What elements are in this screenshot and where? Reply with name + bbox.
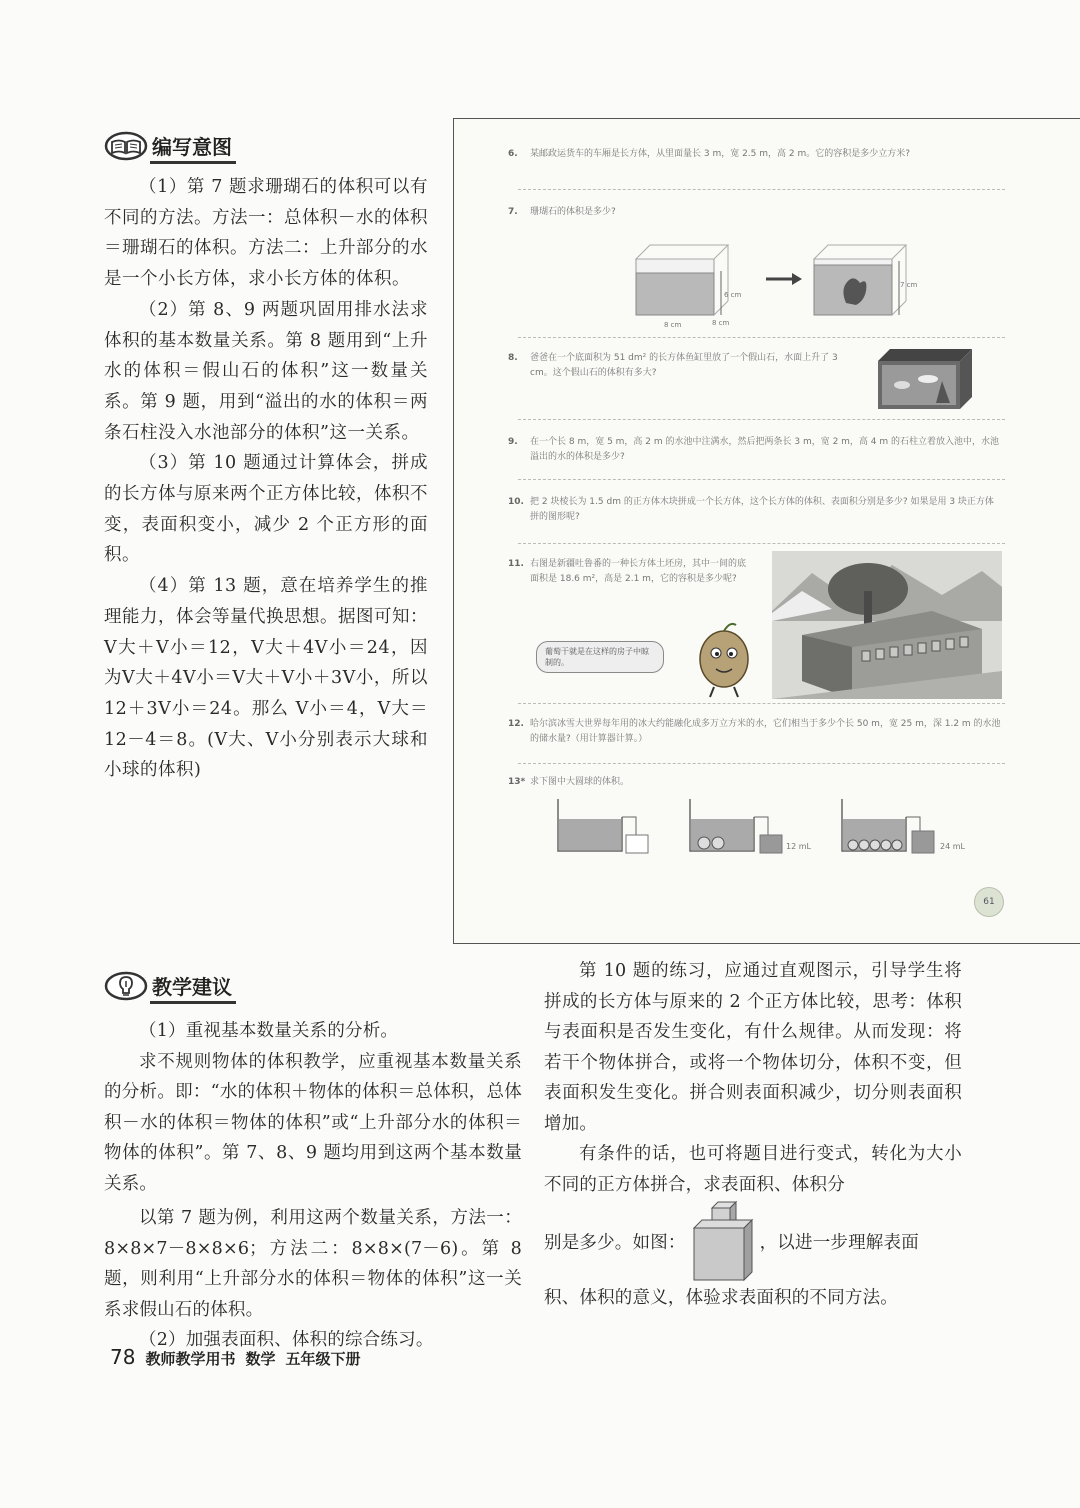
exercise-10: 10. 把 2 块棱长为 1.5 dm 的正方体木块拼成一个长方体，这个长方体的体积、表面积分别是多少? 如果是用 3 块正方体拼的图形呢? <box>508 497 994 522</box>
exercise-12: 12. 哈尔滨冰雪大世界每年用的冰大约能融化成多万立方米的水，它们相当于多少个长 50 m，宽 25 m，深 1.2 m 的水池的储水量?（用计算器计算。） <box>508 719 1001 744</box>
dim-label-7cm: 7 cm <box>900 281 918 289</box>
intent-title: 编写意图 <box>150 129 236 164</box>
page-footer <box>110 1345 361 1369</box>
dim-label-6cm: 6 cm <box>724 291 742 299</box>
intent-heading <box>104 128 236 164</box>
exercise-6: 6. 某邮政运货车的车厢是长方体，从里面量长 3 m，宽 2.5 m，高 2 m。它的容积是多少立方米? <box>508 149 911 159</box>
footer-subject: 数学 <box>245 1350 276 1368</box>
overflow-label-24ml: 24 mL <box>940 842 965 851</box>
divider <box>518 419 1005 420</box>
suggestion-left-column <box>104 1016 522 1356</box>
intent-paragraph-3: （3）第 10 题通过计算体会，拼成的长方体与原来两个正方体比较，体积不变，表面积变小，减少 2 个正方形的面积。 <box>104 453 428 566</box>
cube-figure-line <box>544 1198 919 1284</box>
stacked-cubes-figure <box>690 1198 756 1284</box>
intent-paragraph-2: （2）第 8、9 两题巩固用排水法求体积的基本数量关系。第 8 题用到“上升水的体积＝假山石的体积”这一数量关系。第 9 题，用到“溢出的水的体积＝两条石柱没入水池部分的体积”这一关系。 <box>104 299 428 443</box>
exercise-13: 13* 求下图中大圆球的体积。 <box>508 777 630 787</box>
suggestion-left-paragraph-1: （1）重视基本数量关系的分析。 <box>139 1021 399 1041</box>
width-label-left: 8 cm <box>664 321 682 329</box>
adobe-house-illustration <box>772 551 1002 699</box>
suggestion-right-paragraph-1: 第 10 题的练习，应通过直观图示，引导学生将拼成的长方体与原来的 2 个正方体比较，思考：体积与表面积是否发生变化，有什么规律。从而发现：将若干个物体拼合，或将一个物体切分，体积不变，但表面积发生变化。拼合则表面积减少，切分则表面积增加。 <box>544 961 962 1134</box>
suggestion-title: 教学建议 <box>150 969 236 1004</box>
footer-grade: 五年级下册 <box>285 1350 361 1368</box>
figure-line-text-before: 别是多少。如图： <box>544 1232 686 1253</box>
exercise-9: 9. 在一个长 8 m，宽 5 m，高 2 m 的水池中注满水，然后把两条长 3 m，宽 2 m，高 4 m 的石柱立着放入池中，水池溢出的水的体积是多少? <box>508 437 1000 462</box>
cartoon-potato-character <box>686 615 762 699</box>
fish-tank-illustration <box>872 345 976 417</box>
overflow-containers-figure <box>550 795 1000 865</box>
suggestion-last-line: 积、体积的意义，体验求表面积的不同方法。 <box>544 1288 898 1308</box>
suggestion-left-paragraph-4: （2）加强表面积、体积的综合练习。 <box>139 1330 434 1350</box>
divider <box>518 479 1005 480</box>
lightbulb-icon <box>104 971 148 1001</box>
intent-body <box>104 172 428 786</box>
intent-paragraph-1: （1）第 7 题求珊瑚石的体积可以有不同的方法。方法一：总体积－水的体积＝珊瑚石的体积。方法二：上升部分的水是一个小长方体，求小长方体的体积。 <box>104 177 428 290</box>
overflow-label-12ml: 12 mL <box>786 842 811 851</box>
divider <box>518 763 1005 764</box>
divider <box>518 189 1005 190</box>
suggestion-right-column <box>544 956 962 1200</box>
footer-book-title: 教师教学用书 <box>145 1350 236 1368</box>
footer-page-number: 78 <box>110 1345 136 1369</box>
textbook-page-excerpt <box>453 118 1080 944</box>
coral-stone-tank-figure <box>624 231 924 331</box>
speech-bubble: 葡萄干就是在这样的房子中晾制的。 <box>536 641 664 673</box>
suggestion-left-paragraph-2: 求不规则物体的体积教学，应重视基本数量关系的分析。即：“水的体积＋物体的体积＝总体积，总体积－水的体积＝物体的体积”或“上升部分水的体积＝物体的体积”。第 7、8、9 题均用到这两个基本数量关系。 <box>104 1051 522 1194</box>
open-book-icon <box>104 131 148 161</box>
suggestion-heading <box>104 968 236 1004</box>
exercise-8: 8. 爸爸在一个底面积为 51 dm² 的长方体鱼缸里放了一个假山石，水面上升了 3 cm。这个假山石的体积有多大? <box>508 353 838 378</box>
divider <box>518 703 1005 704</box>
textbook-page-number: 61 <box>974 887 1004 917</box>
exercise-11: 11. 右图是新疆吐鲁番的一种长方体土坯房，其中一间的底面积是 18.6 m²，高是 2.1 m，它的容积是多少呢? <box>508 559 747 584</box>
divider <box>518 543 1005 544</box>
suggestion-left-paragraph-3: 以第 7 题为例，利用这两个数量关系，方法一：8×8×7－8×8×6；方法二：8×8×(7－6)。第 8 题，则利用“上升部分水的体积＝物体的体积”这一关系求假山石的体积。 <box>104 1208 522 1320</box>
suggestion-right-paragraph-2: 有条件的话，也可将题目进行变式，转化为大小不同的正方体拼合，求表面积、体积分 <box>544 1144 962 1195</box>
depth-label-left: 8 cm <box>712 319 730 327</box>
figure-line-text-after: ，以进一步理解表面 <box>759 1232 919 1253</box>
intent-paragraph-4: （4）第 13 题，意在培养学生的推理能力，体会等量代换思想。据图可知：V大＋V小＝12，V大＋4V小＝24，因为V大＋4V小＝V大＋V小＋3V小，所以 12＋3V小＝24。那么 V小＝4，V大＝12－4＝8。(V大、V小分别表示大球和小球的体积) <box>104 576 428 781</box>
divider <box>518 337 1005 338</box>
exercise-7: 7. 珊瑚石的体积是多少? <box>508 207 616 217</box>
